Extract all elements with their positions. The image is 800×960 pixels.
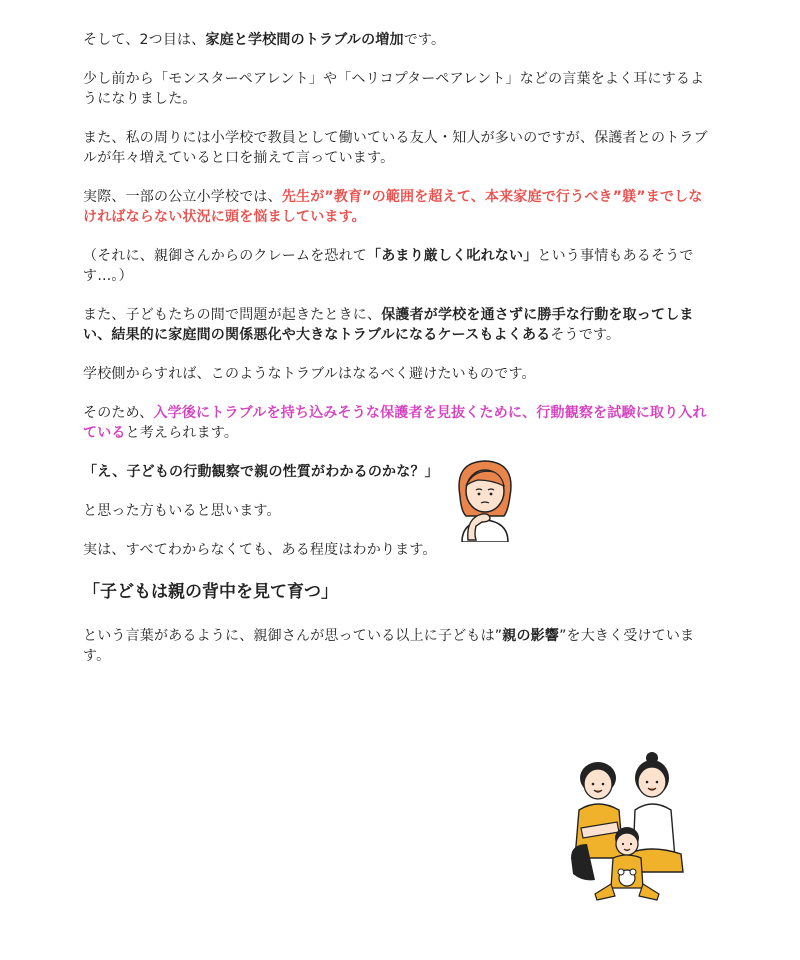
text: また、子どもたちの間で問題が起きたときに、 (83, 307, 382, 323)
paragraph-10 (83, 501, 463, 521)
text: 学校側からすれば、このようなトラブルはなるべく避けたいものです。 (83, 366, 536, 382)
thinking-woman-illustration (448, 456, 522, 542)
paragraph-2 (83, 69, 713, 109)
text: そして、2つ目は、 (83, 32, 206, 48)
paragraph-11 (83, 540, 483, 560)
paragraph-9-quote (83, 462, 463, 482)
text: と思った方もいると思います。 (83, 503, 281, 519)
text: そのため、 (83, 405, 154, 421)
text: です。 (403, 32, 446, 48)
pink-emphasis-text: 入学後にトラブルを持ち込みそうな保護者を見抜くために、行動観察を試験に取り入れている (83, 405, 707, 441)
text: 実際、一部の公立小学校では、 (83, 189, 282, 205)
paragraph-4 (83, 187, 713, 227)
text: と考えられます。 (125, 425, 239, 441)
text: という事情もあるそうです…。） (83, 248, 694, 284)
paragraph-5 (83, 246, 713, 286)
text: また、私の周りには小学校で教員として働いている友人・知人が多いのですが、保護者とのトラブルが年々増えていると口を揃えて言っています。 (83, 130, 708, 166)
text: 少し前から「モンスターペアレント」や「ヘリコプターペアレント」などの言葉をよく耳にするようになりました。 (83, 71, 705, 107)
bold-text: 「あまり厳しく叱れない」 (367, 248, 538, 264)
bold-text: 保護者が学校を通さずに勝手な行動を取ってしまい、結果的に家庭間の関係悪化や大きなトラブルになるケースもよくある (83, 307, 694, 343)
bold-text: 親の影響 (502, 628, 560, 644)
paragraph-7 (83, 364, 713, 384)
paragraph-12 (83, 626, 713, 666)
paragraph-6 (83, 305, 713, 345)
paragraph-3 (83, 128, 713, 168)
family-illustration (565, 748, 695, 903)
bold-text: 「え、子どもの行動観察で親の性質がわかるのかな？」 (83, 464, 439, 480)
paragraph-8 (83, 403, 713, 443)
red-emphasis-text: 先生が”教育”の範囲を超えて、本来家庭で行うべき”躾”までしなければならない状況に頭を悩ましています。 (83, 189, 703, 225)
text: ”を大きく受けています。 (83, 628, 695, 664)
bold-text: 家庭と学校間のトラブルの増加 (205, 32, 404, 48)
text: （それに、親御さんからのクレームを恐れて (83, 248, 367, 264)
text: そうです。 (550, 327, 621, 343)
section-heading: 「子どもは親の背中を見て育つ」 (83, 582, 338, 602)
text: 実は、すべてわからなくても、ある程度はわかります。 (83, 542, 437, 558)
paragraph-1 (83, 30, 713, 50)
text: という言葉があるように、親御さんが思っている以上に子どもは” (83, 628, 503, 644)
